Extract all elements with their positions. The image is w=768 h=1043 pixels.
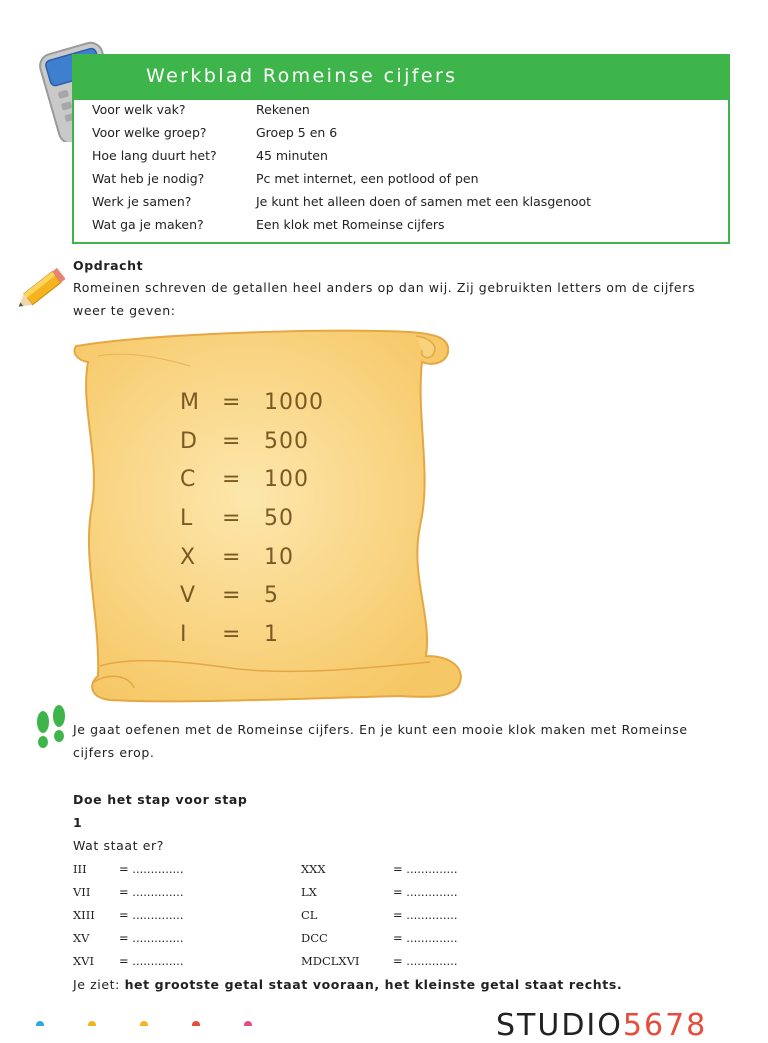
- answer-blank: = ..............: [119, 954, 184, 968]
- practice-text-line: cijfers erop.: [73, 745, 155, 760]
- answer-blank: = ..............: [393, 931, 458, 945]
- roman-value: 10: [264, 545, 294, 570]
- roman-symbol: V: [180, 583, 197, 608]
- exercise-numeral: VII: [73, 885, 91, 899]
- roman-symbol: C: [180, 467, 197, 492]
- exercise-numeral: XXX: [301, 862, 326, 876]
- roman-equals: =: [222, 583, 242, 608]
- roman-numeral-table: [180, 390, 400, 660]
- answer-blank: = ..............: [393, 862, 458, 876]
- exercise-numeral: XV: [73, 931, 90, 945]
- roman-equals: =: [222, 506, 242, 531]
- roman-value: 5: [264, 583, 279, 608]
- info-value: Pc met internet, een potlood of pen: [256, 171, 479, 186]
- info-label: Hoe lang duurt het?: [92, 148, 217, 163]
- answer-blank: = ..............: [393, 908, 458, 922]
- info-value: Groep 5 en 6: [256, 125, 338, 140]
- roman-equals: =: [222, 390, 242, 415]
- answer-blank: = ..............: [119, 885, 184, 899]
- logo-number: 5678: [622, 1008, 708, 1043]
- roman-value: 1: [264, 622, 279, 647]
- roman-equals: =: [222, 545, 242, 570]
- roman-value: 100: [264, 467, 309, 492]
- info-value: Een klok met Romeinse cijfers: [256, 217, 445, 232]
- answer-blank: = ..............: [119, 908, 184, 922]
- exercise-numeral: CL: [301, 908, 318, 922]
- exercise-list: [73, 862, 493, 974]
- roman-symbol: X: [180, 545, 197, 570]
- roman-equals: =: [222, 622, 242, 647]
- info-label: Voor welk vak?: [92, 102, 186, 117]
- roman-symbol: L: [180, 506, 194, 531]
- logo-text: STUDIO: [496, 1008, 623, 1043]
- conclusion-bold: het grootste getal staat vooraan, het kleinste getal staat rechts.: [124, 977, 623, 992]
- info-value: 45 minuten: [256, 148, 328, 163]
- footsteps-icon: [34, 700, 68, 752]
- roman-value: 500: [264, 429, 309, 454]
- conclusion-text: [73, 977, 622, 992]
- roman-equals: =: [222, 429, 242, 454]
- info-value: Je kunt het alleen doen of samen met een klasgenoot: [256, 194, 592, 209]
- studio-logo: [496, 1008, 707, 1043]
- roman-equals: =: [222, 467, 242, 492]
- info-label: Wat heb je nodig?: [92, 171, 205, 186]
- exercise-numeral: III: [73, 862, 87, 876]
- answer-blank: = ..............: [393, 885, 458, 899]
- exercise-numeral: XIII: [73, 908, 95, 922]
- info-box: [72, 54, 730, 244]
- steps-heading: Doe het stap voor stap: [73, 792, 248, 807]
- exercise-row: [73, 862, 493, 882]
- info-label: Voor welke groep?: [92, 125, 207, 140]
- exercise-row: [73, 908, 493, 928]
- exercise-row: [73, 885, 493, 905]
- exercise-numeral: LX: [301, 885, 317, 899]
- roman-symbol: D: [180, 429, 198, 454]
- exercise-numeral: MDCLXVI: [301, 954, 360, 968]
- assignment-text-line: Romeinen schreven de getallen heel anders op dan wij. Zij gebruikten letters om de cijfers: [73, 280, 696, 295]
- roman-symbol: I: [180, 622, 188, 647]
- assignment-text-line: weer te geven:: [73, 303, 176, 318]
- info-value: Rekenen: [256, 102, 310, 117]
- answer-blank: = ..............: [393, 954, 458, 968]
- info-label: Werk je samen?: [92, 194, 192, 209]
- assignment-heading: Opdracht: [73, 258, 144, 273]
- title-bar: [74, 56, 728, 100]
- pencil-icon: [12, 262, 72, 320]
- roman-value: 1000: [264, 390, 324, 415]
- page-title: Werkblad Romeinse cijfers: [146, 65, 458, 87]
- step-question: Wat staat er?: [73, 838, 164, 853]
- exercise-numeral: DCC: [301, 931, 328, 945]
- roman-value: 50: [264, 506, 294, 531]
- color-dots-decoration: [30, 1016, 270, 1026]
- exercise-row: [73, 931, 493, 951]
- answer-blank: = ..............: [119, 931, 184, 945]
- exercise-row: [73, 954, 493, 974]
- exercise-numeral: XVI: [73, 954, 95, 968]
- conclusion-prefix: Je ziet:: [73, 977, 125, 992]
- roman-symbol: M: [180, 390, 200, 415]
- step-number: 1: [73, 815, 83, 830]
- info-label: Wat ga je maken?: [92, 217, 204, 232]
- answer-blank: = ..............: [119, 862, 184, 876]
- practice-text-line: Je gaat oefenen met de Romeinse cijfers. En je kunt een mooie klok maken met Romeinse: [73, 722, 688, 737]
